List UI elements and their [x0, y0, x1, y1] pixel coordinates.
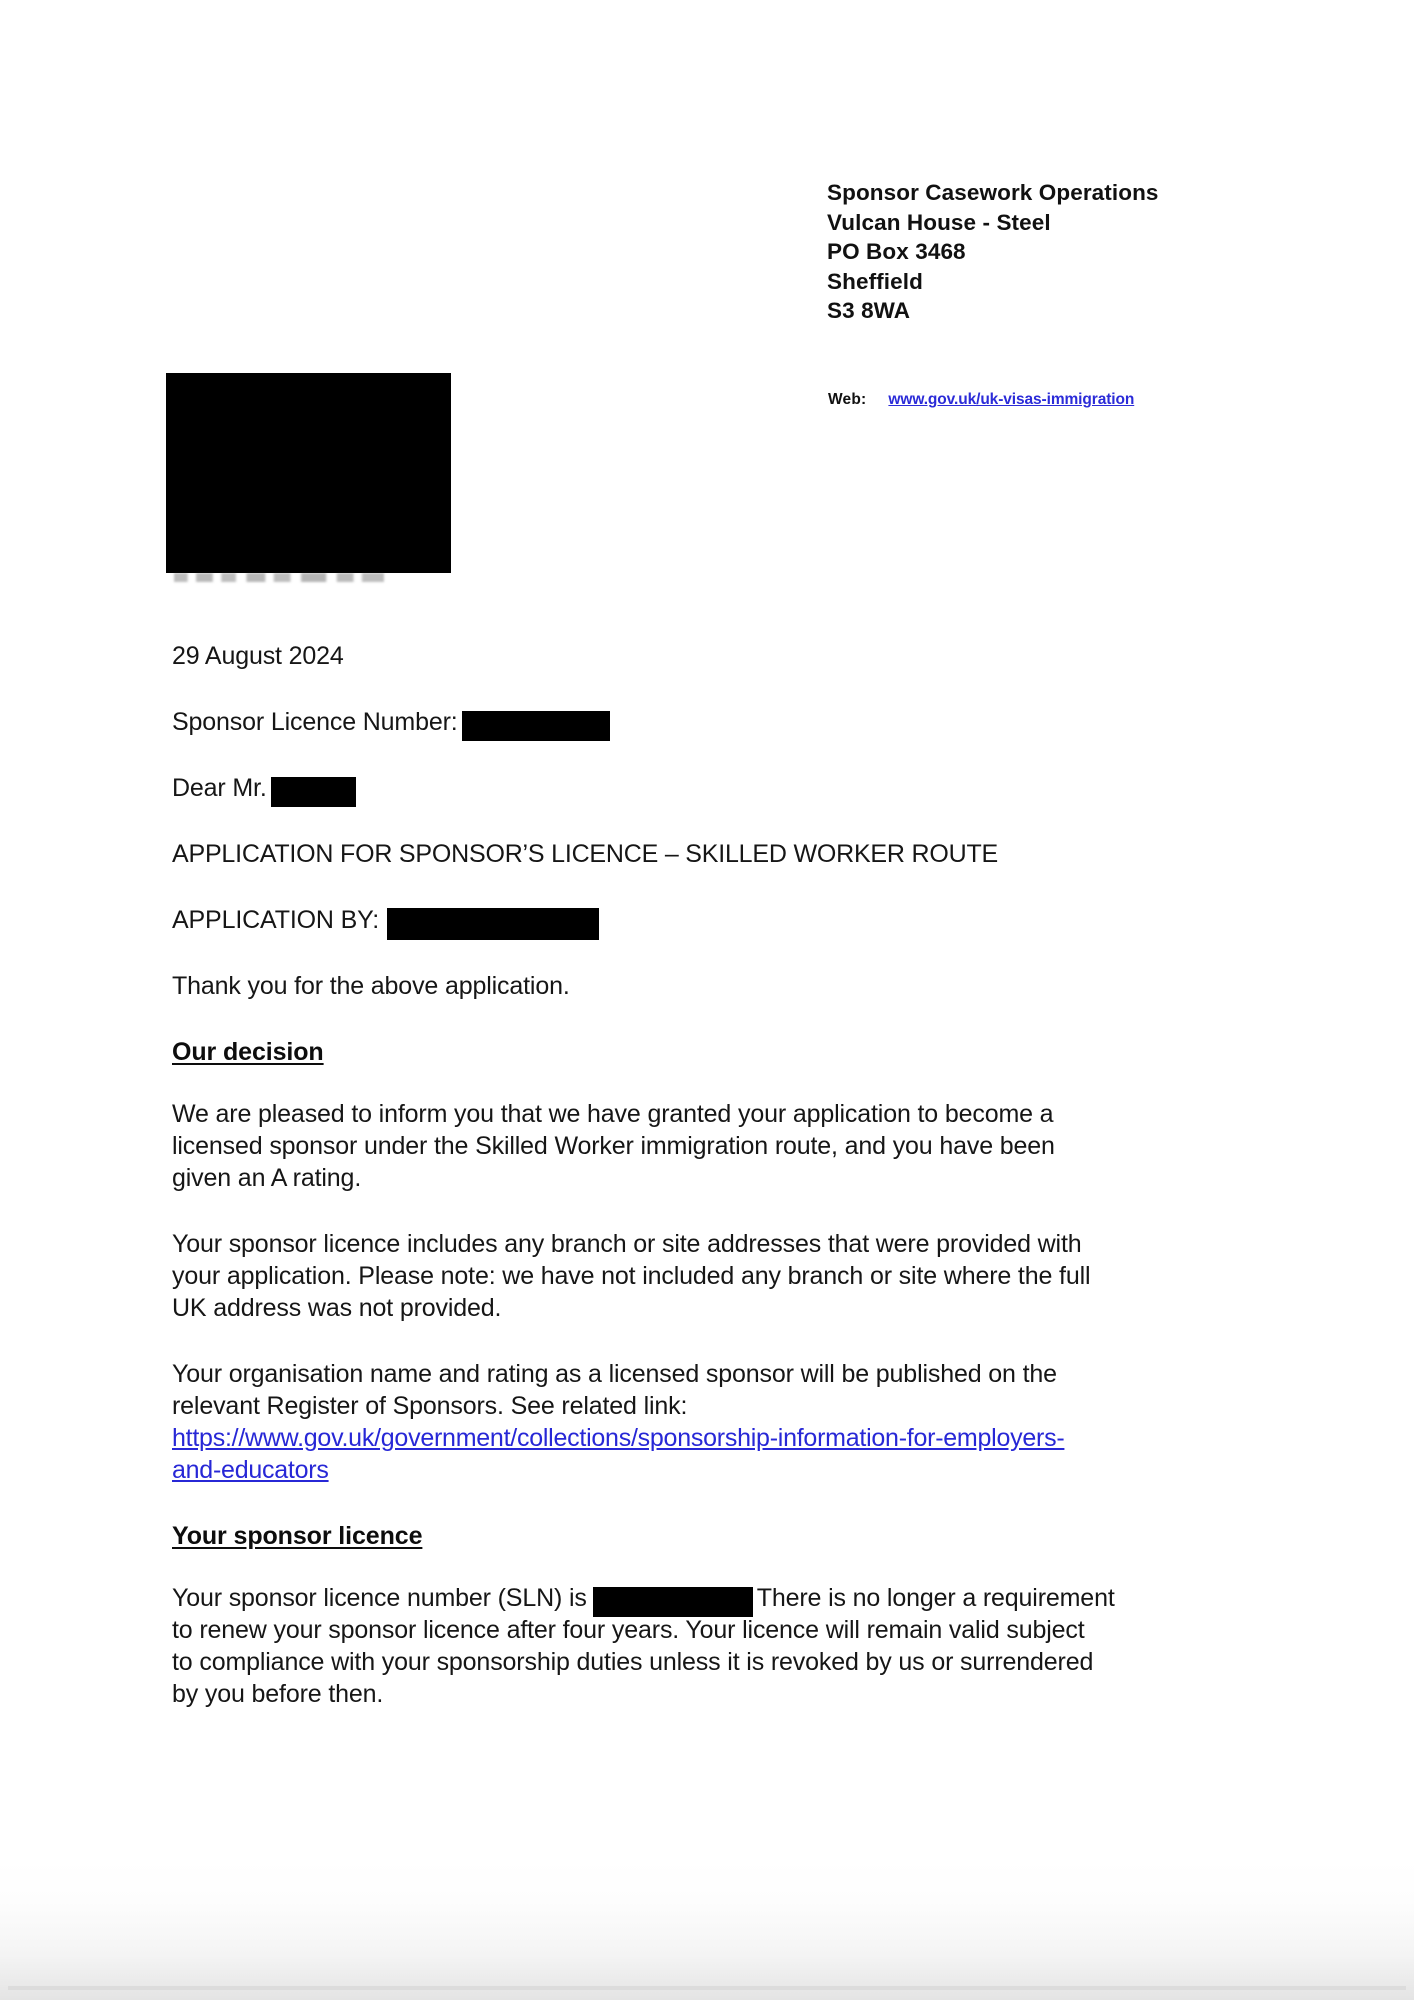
thanks-paragraph: Thank you for the above application. — [172, 972, 570, 1000]
web-label: Web: — [828, 391, 867, 408]
letter-date: 29 August 2024 — [172, 642, 344, 670]
decision-paragraph-3-line-1: Your organisation name and rating as a licensed sponsor will be published on the — [172, 1360, 1057, 1388]
decision-paragraph-3-line-2: relevant Register of Sponsors. See related link: — [172, 1392, 688, 1420]
subject-line: APPLICATION FOR SPONSOR’S LICENCE – SKILLED WORKER ROUTE — [172, 840, 999, 868]
sponsor-licence-paragraph-line-2: to renew your sponsor licence after four years. Your licence will remain valid subject — [172, 1616, 1085, 1644]
sender-address-line-5: S3 8WA — [827, 298, 911, 323]
decision-paragraph-1-line-3: given an A rating. — [172, 1164, 362, 1192]
sponsor-licence-number-label: Sponsor Licence Number: — [172, 708, 458, 736]
decision-paragraph-2 — [172, 1228, 1262, 1324]
web-link[interactable]: www.gov.uk/uk-visas-immigration — [888, 391, 1135, 408]
applicant-organisation-redaction — [387, 908, 599, 940]
letter-body — [172, 640, 1262, 1744]
register-of-sponsors-link-line-1[interactable]: https://www.gov.uk/government/collections/sponsorship-information-for-employers- — [172, 1424, 1065, 1452]
sln-line — [172, 1582, 1262, 1614]
sender-address-line-3: PO Box 3468 — [827, 239, 966, 264]
decision-paragraph-1-line-2: licensed sponsor under the Skilled Worker immigration route, and you have been — [172, 1132, 1055, 1160]
sponsor-licence-paragraph — [172, 1582, 1262, 1710]
sponsor-licence-number-row — [172, 706, 1262, 738]
recipient-name-redaction — [271, 777, 356, 807]
page-bottom-shadow — [0, 1860, 1414, 2000]
sln-prefix: Your sponsor licence number (SLN) is — [172, 1584, 587, 1612]
decision-paragraph-2-line-3: UK address was not provided. — [172, 1294, 502, 1322]
application-by-row — [172, 904, 1262, 936]
page-bottom-edge — [8, 1986, 1406, 1990]
recipient-address-redaction — [166, 373, 451, 573]
decision-paragraph-1-line-1: We are pleased to inform you that we have granted your application to become a — [172, 1100, 1054, 1128]
decision-paragraph-3 — [172, 1358, 1262, 1486]
decision-paragraph-1 — [172, 1098, 1262, 1194]
application-by-label: APPLICATION BY: — [172, 906, 380, 934]
sender-address-line-2: Vulcan House - Steel — [827, 209, 1051, 235]
recipient-address-remnant-text — [174, 573, 384, 582]
decision-paragraph-2-line-1: Your sponsor licence includes any branch or site addresses that were provided with — [172, 1230, 1082, 1258]
sender-address-line-1: Sponsor Casework Operations — [827, 180, 1159, 205]
salutation-label: Dear Mr. — [172, 774, 267, 802]
sponsor-licence-paragraph-line-3: to compliance with your sponsorship duties unless it is revoked by us or surrendered — [172, 1648, 1094, 1676]
your-sponsor-licence-heading: Your sponsor licence — [172, 1522, 423, 1550]
decision-paragraph-2-line-2: your application. Please note: we have not included any branch or site where the full — [172, 1262, 1091, 1290]
salutation-row — [172, 772, 1262, 804]
web-contact-row — [828, 391, 1134, 409]
sln-value-redaction — [593, 1587, 753, 1617]
sponsor-licence-paragraph-line-4: by you before then. — [172, 1680, 384, 1708]
register-of-sponsors-link-line-2[interactable]: and-educators — [172, 1456, 329, 1484]
sponsor-licence-number-redaction — [462, 711, 610, 741]
sln-suffix: There is no longer a requirement — [756, 1584, 1115, 1612]
sender-address-line-4: Sheffield — [827, 268, 923, 294]
sender-address-block — [827, 178, 1159, 326]
our-decision-heading: Our decision — [172, 1038, 324, 1066]
